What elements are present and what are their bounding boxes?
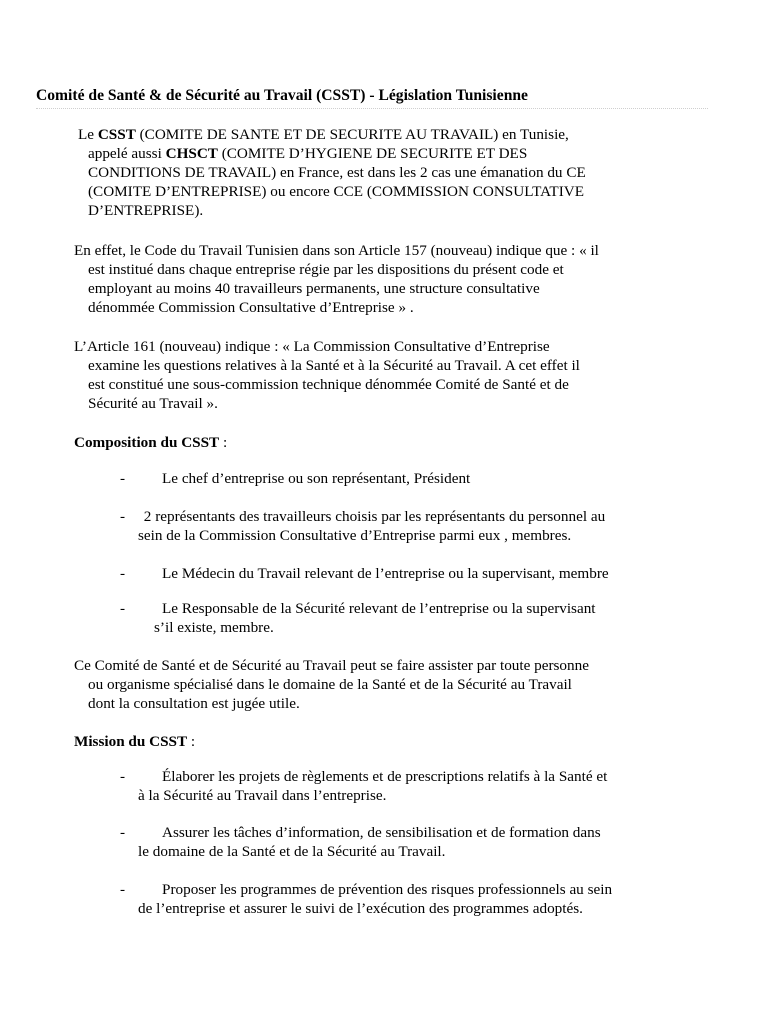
heading-text: Composition du CSST	[74, 434, 220, 451]
paragraph-line: examine les questions relatives à la Santé et à la Sécurité au Travail. A cet effet il	[88, 357, 580, 374]
assist-paragraph	[74, 656, 724, 713]
intro-line: D’ENTREPRISE).	[88, 202, 204, 219]
list-item-text: le domaine de la Santé et de la Sécurité au Travail.	[138, 843, 446, 860]
list-item	[120, 880, 720, 918]
list-item-text: Élaborer les projets de règlements et de prescriptions relatifs à la Santé et	[162, 768, 608, 785]
article-161-paragraph	[74, 337, 724, 413]
list-item	[120, 507, 720, 545]
paragraph-line: dont la consultation est jugée utile.	[88, 695, 300, 712]
list-item-text: Proposer les programmes de prévention des risques professionnels au sein	[162, 881, 613, 898]
intro-text: Le	[78, 126, 98, 143]
paragraph-line: employant au moins 40 travailleurs permanents, une structure consultative	[88, 280, 540, 297]
list-item-text: 2 représentants des travailleurs choisis par les représentants du personnel au	[140, 508, 606, 525]
intro-line	[78, 126, 569, 143]
list-item-text: de l’entreprise et assurer le suivi de l’exécution des programmes adoptés.	[138, 900, 583, 917]
document-title: Comité de Santé & de Sécurité au Travail (CSST) - Législation Tunisienne	[36, 87, 528, 104]
paragraph-line: Ce Comité de Santé et de Sécurité au Travail peut se faire assister par toute personne	[74, 657, 589, 674]
bullet-dash: -	[120, 881, 126, 898]
intro-text: (COMITE DE SANTE ET DE SECURITE AU TRAVAIL) en Tunisie,	[135, 126, 569, 143]
paragraph-line: est institué dans chaque entreprise régie par les dispositions du présent code et	[88, 261, 564, 278]
bullet-dash: -	[120, 508, 126, 525]
paragraph-line: est constitué une sous-commission technique dénommée Comité de Santé et de	[88, 376, 569, 393]
heading-colon: :	[187, 733, 196, 750]
mission-heading	[74, 732, 195, 751]
paragraph-line: L’Article 161 (nouveau) indique : « La Commission Consultative d’Entreprise	[74, 338, 550, 355]
heading-colon: :	[219, 434, 228, 451]
list-item	[120, 564, 720, 583]
bullet-dash: -	[120, 470, 126, 487]
csst-term: CSST	[97, 126, 136, 143]
intro-line: (COMITE D’ENTREPRISE) ou encore CCE (COMMISSION CONSULTATIVE	[88, 183, 585, 200]
paragraph-line: ou organisme spécialisé dans le domaine de la Santé et de la Sécurité au Travail	[88, 676, 572, 693]
bullet-dash: -	[120, 768, 126, 785]
heading-text: Mission du CSST	[74, 733, 188, 750]
chsct-term: CHSCT	[165, 145, 218, 162]
list-item	[120, 823, 720, 861]
list-item-text: Assurer les tâches d’information, de sensibilisation et de formation dans	[162, 824, 601, 841]
list-item-text: Le Responsable de la Sécurité relevant de l’entreprise ou la supervisant	[162, 600, 596, 617]
list-item-text: à la Sécurité au Travail dans l’entreprise.	[138, 787, 387, 804]
article-157-paragraph	[74, 241, 724, 317]
list-item	[120, 469, 720, 488]
bullet-dash: -	[120, 824, 126, 841]
intro-paragraph	[78, 125, 728, 220]
list-item	[120, 599, 720, 637]
paragraph-line: Sécurité au Travail ».	[88, 395, 218, 412]
intro-line	[78, 144, 728, 163]
list-item-text: sein de la Commission Consultative d’Entreprise parmi eux , membres.	[138, 527, 572, 544]
list-item-text: s’il existe, membre.	[154, 619, 274, 636]
intro-line: CONDITIONS DE TRAVAIL) en France, est dans les 2 cas une émanation du CE	[88, 164, 586, 181]
bullet-dash: -	[120, 565, 126, 582]
paragraph-line: En effet, le Code du Travail Tunisien dans son Article 157 (nouveau) indique que : « il	[74, 242, 599, 259]
list-item-text: Le Médecin du Travail relevant de l’entreprise ou la supervisant, membre	[162, 565, 609, 582]
list-item-text: Le chef d’entreprise ou son représentant, Président	[162, 470, 471, 487]
bullet-dash: -	[120, 600, 126, 617]
title-divider	[36, 108, 708, 109]
intro-text: (COMITE D’HYGIENE DE SECURITE ET DES	[217, 145, 528, 162]
paragraph-line: dénommée Commission Consultative d’Entreprise » .	[88, 299, 414, 316]
intro-text: appelé aussi	[88, 145, 166, 162]
composition-heading	[74, 433, 227, 452]
list-item	[120, 767, 720, 805]
